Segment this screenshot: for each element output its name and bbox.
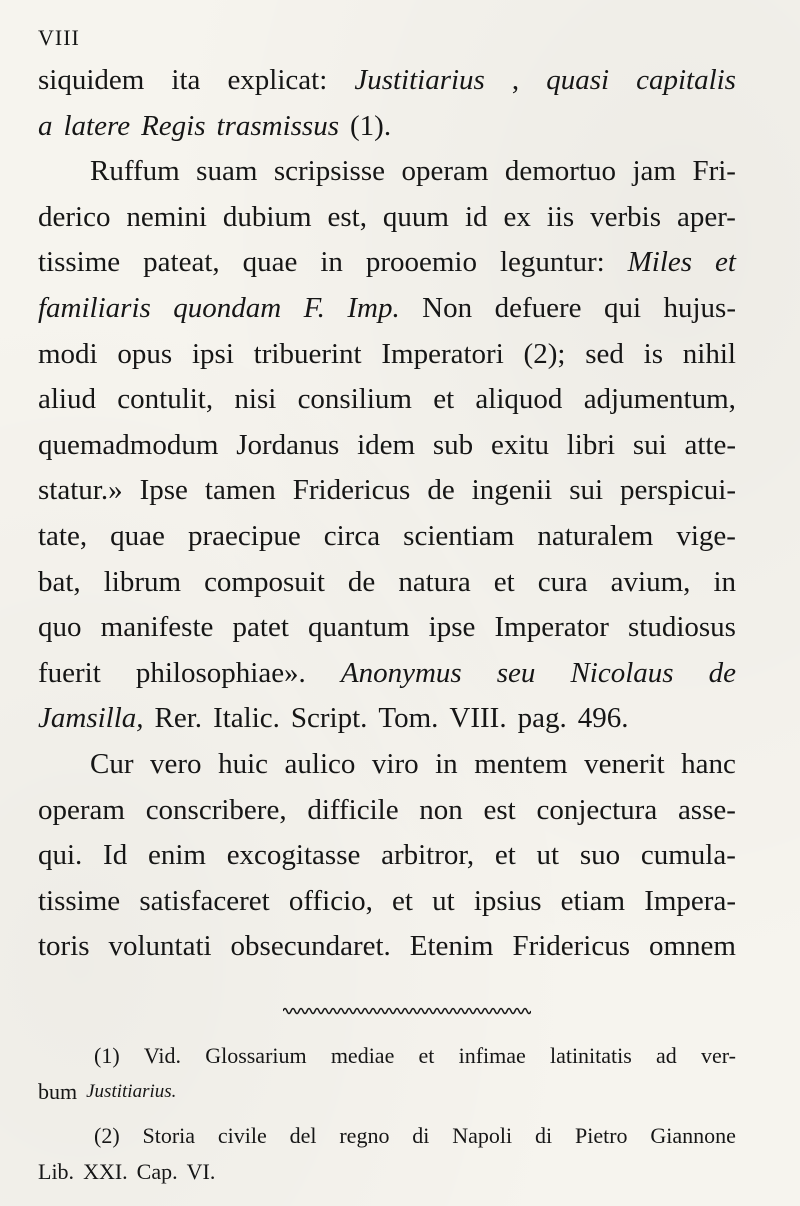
word: est [483, 793, 516, 826]
wavy-separator [283, 1006, 531, 1016]
word: praecipue [187, 519, 301, 552]
word: VIII. [449, 702, 507, 735]
word: qui. [38, 839, 83, 872]
word: quae [242, 246, 298, 279]
word: tamen [204, 474, 276, 507]
word: et [715, 246, 736, 279]
word: Imp. [347, 291, 400, 324]
text-line [38, 696, 736, 742]
text-line [38, 332, 736, 378]
text-line [38, 286, 736, 332]
word: defuere [494, 291, 582, 324]
word: viro [371, 747, 419, 780]
word: avium, [610, 565, 691, 598]
footnote [38, 1118, 736, 1190]
word: manifeste [100, 611, 214, 644]
word: capitalis [636, 64, 736, 96]
word: idem [357, 428, 416, 461]
word: di [535, 1122, 553, 1148]
word: del [289, 1122, 317, 1148]
word: enim [147, 839, 206, 872]
word: verbis [590, 200, 662, 233]
word: (1) [94, 1042, 120, 1068]
word: Non [422, 291, 473, 324]
text-line [38, 104, 736, 150]
word: et [392, 884, 413, 917]
word: pag. [517, 702, 567, 735]
word: ipse [428, 611, 476, 644]
word: statur.» [38, 474, 123, 507]
word: atte- [684, 428, 736, 461]
word: Ipse [139, 474, 188, 507]
word: prooemio [365, 246, 477, 279]
word: infimae [458, 1042, 526, 1068]
text-line [38, 377, 736, 423]
page-number: VIII [38, 25, 80, 50]
word: ita [171, 64, 201, 96]
word: sui [632, 428, 667, 461]
word: familiaris [38, 291, 151, 324]
word: mediae [330, 1042, 395, 1068]
word: vige- [676, 519, 736, 552]
word: omnem [648, 930, 736, 963]
word: quondam [173, 291, 282, 324]
word: librum [103, 565, 182, 598]
word: Justitiarius [354, 64, 485, 96]
word: cura [537, 565, 588, 598]
text-line [38, 605, 736, 651]
word: et [433, 383, 455, 416]
word: tissime [38, 246, 121, 279]
word: Jordanus [236, 428, 340, 461]
word: (2); [523, 337, 566, 370]
word: Napoli [452, 1122, 513, 1148]
word: seu [496, 656, 536, 689]
word: sui [569, 474, 604, 507]
word: ut [432, 884, 455, 917]
word: hujus- [663, 291, 736, 324]
word: operam [38, 793, 125, 826]
word: difficile [307, 793, 399, 826]
text-line [38, 240, 736, 286]
word: quae [110, 519, 165, 552]
word: vero [150, 747, 202, 780]
word: quum [382, 200, 449, 233]
word: Imperatori [381, 337, 504, 370]
word: asse- [677, 793, 736, 826]
footnote-line [38, 1154, 736, 1190]
text-line [38, 423, 736, 469]
word: qui [603, 291, 642, 324]
word: conscribere, [145, 793, 287, 826]
text-line [38, 514, 736, 560]
word: suam [196, 155, 258, 188]
word: libri [566, 428, 616, 461]
text-line [38, 788, 736, 834]
word: mentem [474, 747, 568, 780]
word: VI. [186, 1158, 216, 1184]
word: operam [401, 155, 489, 188]
text-line [38, 149, 736, 195]
text-line [38, 833, 736, 879]
word: F. [303, 291, 325, 324]
word: bat, [38, 565, 81, 598]
word: latere [63, 109, 131, 142]
word: suo [579, 839, 621, 872]
word: explicat: [227, 64, 328, 96]
footnote-line [38, 1038, 736, 1074]
text-line [38, 468, 736, 514]
word: excogitasse [226, 839, 361, 872]
word: Italic. [213, 702, 280, 735]
text-line [38, 560, 736, 606]
word: Justitiarius. [86, 1080, 177, 1102]
footnote-line [38, 1118, 736, 1154]
word: a [38, 109, 53, 142]
word: jam [632, 155, 676, 188]
word: satisfaceret [139, 884, 270, 917]
word: tissime [38, 884, 121, 917]
text-line [38, 742, 736, 788]
word: nisi [234, 383, 277, 416]
word: Ruffum [90, 155, 180, 188]
word: Impera- [644, 884, 736, 917]
word: sed [585, 337, 624, 370]
word: ut [536, 839, 560, 872]
word: Anonymus [340, 656, 462, 689]
text-line [38, 58, 736, 104]
text-line [38, 879, 736, 925]
word: aliud [38, 383, 96, 416]
word: siquidem [38, 64, 145, 96]
word: voluntati [108, 930, 212, 963]
word: Imperator [494, 611, 609, 644]
word: aper- [676, 200, 736, 233]
word: demortuo [504, 155, 617, 188]
word: quemadmodum [38, 428, 219, 461]
word: Glossarium [205, 1042, 307, 1068]
word: Etenim [409, 930, 494, 963]
word: aulico [284, 747, 356, 780]
word: Cap. [136, 1158, 178, 1184]
word: Nicolaus [570, 656, 674, 689]
word: consilium [297, 383, 412, 416]
word: Fri- [692, 155, 736, 188]
word: , [511, 64, 520, 96]
word: Pietro [574, 1122, 628, 1148]
word: Fridericus [512, 930, 631, 963]
word: ad [656, 1042, 677, 1068]
word: fuerit [38, 656, 101, 689]
word: de [427, 474, 455, 507]
word: cumula- [640, 839, 736, 872]
word: dubium [222, 200, 312, 233]
word: et [494, 839, 516, 872]
word: civile [217, 1122, 267, 1148]
word: scripsisse [273, 155, 385, 188]
word: derico [38, 200, 111, 233]
word: ipsius [473, 884, 542, 917]
word: est, [327, 200, 367, 233]
word: Id [103, 839, 128, 872]
word: in [435, 747, 458, 780]
word: aliquod [475, 383, 563, 416]
word: opus [117, 337, 173, 370]
word: id [464, 200, 488, 233]
word: patet [232, 611, 289, 644]
word: ipsi [191, 337, 234, 370]
word: Fridericus [292, 474, 411, 507]
word: philosophiae». [135, 656, 306, 689]
word: conjectura [536, 793, 658, 826]
word: huic [218, 747, 268, 780]
footnote [38, 1038, 736, 1110]
text-line [38, 924, 736, 970]
word: 496. [577, 702, 629, 735]
word: Miles [627, 246, 693, 279]
word: circa [323, 519, 381, 552]
word: ex [503, 200, 531, 233]
word: et [493, 565, 515, 598]
word: et [418, 1042, 435, 1068]
word: sub [432, 428, 474, 461]
word: Lib. [38, 1158, 75, 1184]
word: etiam [560, 884, 626, 917]
word: quo [38, 611, 82, 644]
word: de [708, 656, 736, 689]
word: ver- [700, 1042, 736, 1068]
word: toris [38, 930, 90, 963]
word: venerit [584, 747, 665, 780]
word: tribuerint [253, 337, 362, 370]
word: bum [38, 1078, 78, 1104]
word: Cur [90, 747, 134, 780]
wavy-line [283, 1008, 531, 1013]
word: Tom. [378, 702, 439, 735]
word: naturalem [537, 519, 654, 552]
word: in [713, 565, 736, 598]
word: de [347, 565, 376, 598]
word: Storia [142, 1122, 196, 1148]
word: Jamsilla, [38, 702, 144, 735]
word: arbitror, [381, 839, 475, 872]
word: Vid. [143, 1042, 182, 1068]
word: non [419, 793, 463, 826]
text-line [38, 651, 736, 697]
word: is [643, 337, 663, 370]
word: contulit, [117, 383, 214, 416]
word: Giannone [650, 1122, 736, 1148]
word: obsecundaret. [230, 930, 391, 963]
word: di [412, 1122, 430, 1148]
word: studiosus [628, 611, 736, 644]
word: officio, [288, 884, 373, 917]
main-text [38, 58, 736, 970]
word: leguntur: [499, 246, 605, 279]
word: modi [38, 337, 98, 370]
word: iis [546, 200, 575, 233]
word: XXI. [83, 1158, 128, 1184]
word: regno [339, 1122, 390, 1148]
word: Rer. [154, 702, 203, 735]
footnote-line [38, 1074, 736, 1110]
text-line [38, 195, 736, 241]
word: ingenii [471, 474, 553, 507]
word: adjumentum, [583, 383, 736, 416]
word: latinitatis [549, 1042, 632, 1068]
word: quantum [308, 611, 410, 644]
word: (2) [94, 1122, 120, 1148]
word: hanc [681, 747, 736, 780]
word: nihil [682, 337, 736, 370]
word: Script. [290, 702, 368, 735]
word: Regis [141, 109, 206, 142]
word: scientiam [403, 519, 515, 552]
word: exitu [490, 428, 549, 461]
word: in [320, 246, 343, 279]
word: tate, [38, 519, 88, 552]
word: pateat, [143, 246, 220, 279]
word: natura [398, 565, 471, 598]
word: perspicui- [620, 474, 736, 507]
word: quasi [546, 64, 610, 96]
word: trasmissus [216, 109, 340, 142]
word: (1). [350, 109, 392, 142]
word: nemini [126, 200, 207, 233]
footnotes [38, 1038, 736, 1190]
word: composuit [204, 565, 325, 598]
